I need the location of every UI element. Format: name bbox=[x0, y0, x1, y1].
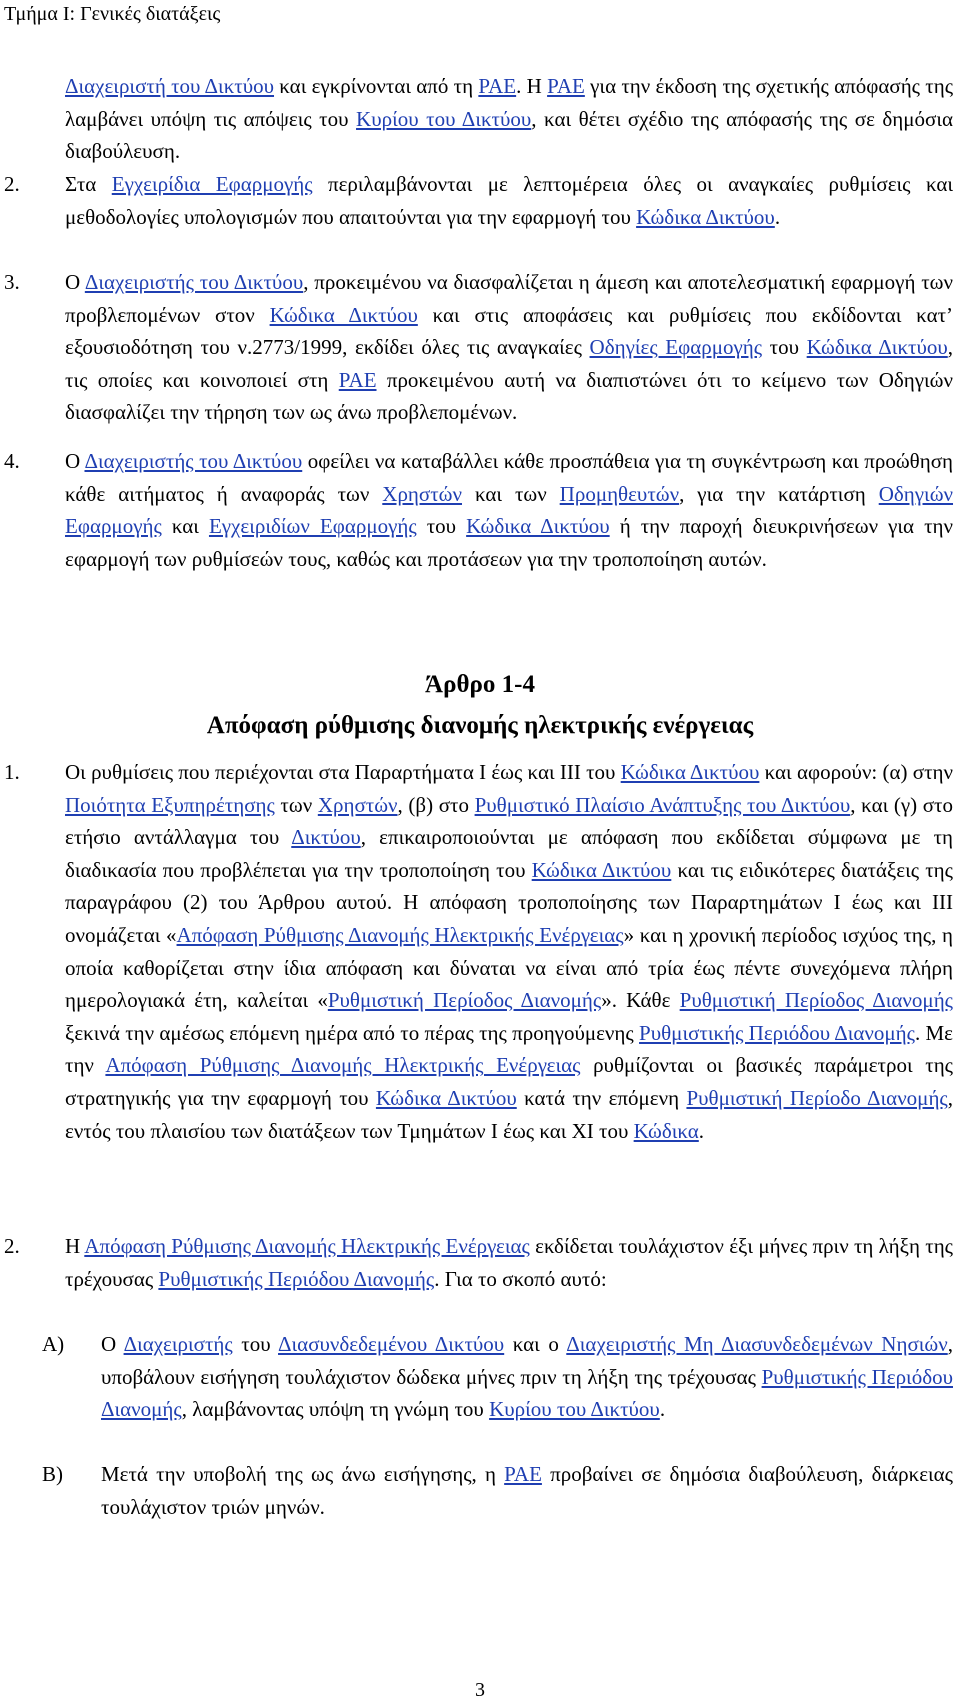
text-run: για την έκδοση της σχετικής απόφασής της λαμβάνει υπόψη τις απόψεις του bbox=[65, 74, 954, 131]
page-header: Τμήμα Ι: Γενικές διατάξεις bbox=[4, 3, 221, 25]
paragraph-3 bbox=[65, 266, 953, 429]
term-link[interactable]: Εγχειριδίων Εφαρμογής bbox=[208, 514, 417, 539]
text-run: , προκειμένου να διασφαλίζεται η άμεση και αποτελεσματική εφαρμογή των προβλεπομένων στον bbox=[65, 270, 953, 327]
text-run: του bbox=[416, 514, 467, 539]
text-run: , και θέτει σχέδιο της απόφασής της σε δημόσια διαβούλευση. bbox=[65, 106, 954, 164]
term-link[interactable]: Ρυθμιστικής Περιόδου Διανομής bbox=[101, 1364, 953, 1422]
text-run: και ο bbox=[504, 1332, 567, 1356]
term-link[interactable]: Ρυθμιστική Περίοδος Διανομής bbox=[327, 988, 602, 1013]
text-run: Ο bbox=[65, 270, 85, 294]
text-run: . Για το σκοπό αυτό: bbox=[434, 1266, 607, 1291]
term-link[interactable]: Χρηστών bbox=[382, 481, 462, 506]
text-run: , για την κατάρτιση bbox=[679, 481, 879, 506]
text-run: . bbox=[774, 204, 781, 229]
term-link[interactable]: Προμηθευτών bbox=[559, 481, 680, 506]
term-link[interactable]: Διαχειριστής Μη Διασυνδεδεμένων Νησιών bbox=[566, 1332, 948, 1356]
term-link[interactable]: Απόφαση Ρύθμισης Διανομής Ηλεκτρικής Ενέργειας bbox=[105, 1053, 581, 1078]
text-run: του bbox=[232, 1332, 279, 1356]
paragraph-number: 3. bbox=[4, 270, 20, 294]
term-link[interactable]: Ρυθμιστική Περίοδος Διανομής bbox=[679, 988, 953, 1013]
subparagraph-a bbox=[101, 1328, 953, 1426]
text-run: , (β) στο bbox=[397, 792, 475, 817]
text-run: και των bbox=[462, 481, 560, 506]
term-link[interactable]: Κώδικα bbox=[633, 1118, 699, 1143]
text-run: εκδίδεται τουλάχιστον έξι μήνες πριν τη λήξη της τρέχουσας bbox=[65, 1234, 953, 1291]
page-number: 3 bbox=[475, 1679, 485, 1701]
text-run: Μετά την υποβολή της ως άνω εισήγησης, η bbox=[101, 1462, 505, 1486]
text-run: ρυθμίζονται οι βασικές παράμετροι της στρατηγικής για την εφαρμογή του bbox=[65, 1053, 953, 1110]
paragraph-4 bbox=[65, 445, 953, 575]
article-paragraph-2 bbox=[65, 1230, 953, 1295]
term-link[interactable]: Οδηγιών Εφαρμογής bbox=[65, 481, 954, 539]
paragraph-number: 4. bbox=[4, 449, 20, 473]
article-paragraph-1 bbox=[65, 756, 953, 1147]
term-link[interactable]: Κώδικα Δικτύου bbox=[531, 857, 672, 882]
text-run: , εντός του πλαισίου των διατάξεων των Τμημάτων Ι έως και XI του bbox=[65, 1085, 953, 1143]
term-link[interactable]: Κώδικα Δικτύου bbox=[269, 302, 418, 327]
text-run: των bbox=[274, 792, 318, 817]
text-run: . Η bbox=[516, 74, 548, 98]
paragraph-number: 1. bbox=[4, 760, 20, 784]
text-run: οφείλει να καταβάλλει κάθε προσπάθεια για τη συγκέντρωση και προώθηση κάθε αιτήματος ή αναφοράς των bbox=[65, 449, 954, 506]
text-run: , τις οποίες και κοινοποιεί στη bbox=[65, 335, 954, 392]
term-link[interactable]: Απόφαση Ρύθμισης Διανομής Ηλεκτρικής Ενέργειας bbox=[84, 1234, 530, 1258]
term-link[interactable]: Κυρίου του Δικτύου bbox=[489, 1397, 660, 1422]
article-subtitle: Απόφαση ρύθμισης διανομής ηλεκτρικής ενέργειας bbox=[206, 712, 754, 739]
term-link[interactable]: Διαχειριστής του Δικτύου bbox=[84, 449, 303, 473]
text-run: , επικαιροποιούνται με απόφαση που εκδίδεται σύμφωνα με τη διαδικασία που προβλέπεται για την τροποποίηση του bbox=[65, 825, 953, 882]
text-run: . Με την bbox=[65, 1020, 953, 1078]
term-link[interactable]: ΡΑΕ bbox=[504, 1462, 542, 1486]
term-link[interactable]: ΡΑΕ bbox=[478, 74, 517, 98]
subparagraph-b bbox=[101, 1458, 953, 1523]
term-link[interactable]: Κυρίου του Δικτύου bbox=[356, 106, 532, 131]
term-link[interactable]: Εγχειρίδια Εφαρμογής bbox=[111, 172, 313, 196]
term-link[interactable]: Ρυθμιστικής Περιόδου Διανομής bbox=[158, 1266, 435, 1291]
term-link[interactable]: Οδηγίες Εφαρμογής bbox=[589, 335, 763, 360]
text-run: προβαίνει σε δημόσια διαβούλευση, διάρκειας τουλάχιστον τριών μηνών. bbox=[101, 1462, 953, 1519]
text-run: Οι ρυθμίσεις που περιέχονται στα Παραρτήματα Ι έως και ΙΙΙ του bbox=[65, 760, 621, 784]
text-run: . bbox=[698, 1118, 705, 1143]
term-link[interactable]: Κώδικα Δικτύου bbox=[636, 204, 775, 229]
term-link[interactable]: Ρυθμιστική Περίοδο Διανομής bbox=[686, 1085, 948, 1110]
term-link[interactable]: Ρυθμιστικής Περιόδου Διανομής bbox=[639, 1020, 915, 1045]
term-link[interactable]: Κώδικα Δικτύου bbox=[806, 335, 948, 360]
term-link[interactable]: Κώδικα Δικτύου bbox=[620, 760, 760, 784]
text-run: » και η χρονική περίοδος ισχύος της, η οποία καθορίζεται στην ίδια απόφαση και δύναται να είναι από τρία έως πέντε συνεχόμενα πλήρη ημερολογιακά έτη, καλείται « bbox=[65, 922, 953, 1013]
term-link[interactable]: Απόφαση Ρύθμισης Διανομής Ηλεκτρικής Ενέργειας bbox=[176, 922, 624, 947]
term-link[interactable]: Διασυνδεδεμένου Δικτύου bbox=[278, 1332, 505, 1356]
text-run: , υποβάλουν εισήγηση τουλάχιστον δώδεκα μήνες πριν τη λήξη της τρέχουσας bbox=[101, 1332, 953, 1389]
text-run: και εγκρίνονται από τη bbox=[274, 74, 479, 98]
text-run: ». Κάθε bbox=[601, 988, 680, 1013]
text-run: Στα bbox=[65, 172, 112, 196]
paragraph-number: 2. bbox=[4, 1234, 20, 1258]
term-link[interactable]: Κώδικα Δικτύου bbox=[466, 514, 610, 539]
text-run: και στις αποφάσεις και ρυθμίσεις που εκδίδονται κατ’ εξουσιοδότηση του ν.2773/1999, εκδίδει όλες τις αναγκαίες bbox=[65, 302, 954, 360]
term-link[interactable]: Διαχειριστής του Δικτύου bbox=[84, 270, 304, 294]
term-link[interactable]: Ποιότητα Εξυπηρέτησης bbox=[65, 792, 275, 817]
paragraph-number: 2. bbox=[4, 172, 20, 196]
term-link[interactable]: ΡΑΕ bbox=[547, 74, 585, 98]
term-link[interactable]: Κώδικα Δικτύου bbox=[375, 1085, 517, 1110]
term-link[interactable]: Διαχειριστής bbox=[123, 1332, 233, 1356]
text-run: , και (γ) στο ετήσιο αντάλλαγμα του bbox=[65, 792, 953, 850]
term-link[interactable]: Χρηστών bbox=[317, 792, 398, 817]
text-run: , λαμβάνοντας υπόψη τη γνώμη του bbox=[181, 1397, 490, 1422]
text-run: και αφορούν: (α) στην bbox=[759, 760, 953, 784]
text-run: προκειμένου αυτή να διαπιστώνει ότι το κείμενο των Οδηγιών διασφαλίζει την τήρηση των ως άνω προβλεπομένων. bbox=[65, 367, 953, 425]
text-run: και τις ειδικότερες διατάξεις της παραγράφου (2) του Άρθρου αυτού. Η απόφαση τροποποίησης των Παραρτημάτων Ι έως και ΙΙΙ ονομάζεται « bbox=[65, 857, 953, 947]
text-run: ή την παροχή διευκρινήσεων για την εφαρμογή των ρυθμίσεών τους, καθώς και προτάσεων για την τροποποίηση αυτών. bbox=[65, 514, 954, 571]
paragraph-2 bbox=[65, 168, 953, 233]
term-link[interactable]: ΡΑΕ bbox=[338, 367, 377, 392]
paragraph-intro bbox=[65, 70, 953, 168]
text-run: Η bbox=[65, 1234, 85, 1258]
text-run: του bbox=[762, 335, 807, 360]
text-run: κατά την επόμενη bbox=[516, 1085, 687, 1110]
article-title: Άρθρο 1-4 bbox=[425, 671, 535, 698]
text-run: Ο bbox=[101, 1332, 124, 1356]
text-run: και bbox=[161, 514, 209, 539]
text-run: περιλαμβάνονται με λεπτομέρεια όλες οι αναγκαίες ρυθμίσεις και μεθοδολογίες υπολογισμών που απαιτούνται για την εφαρμογή του bbox=[65, 172, 953, 229]
term-link[interactable]: Δικτύου bbox=[291, 825, 361, 850]
text-run: . bbox=[659, 1397, 666, 1422]
subparagraph-label: A) bbox=[42, 1332, 65, 1356]
term-link[interactable]: Ρυθμιστικό Πλαίσιο Ανάπτυξης του Δικτύου bbox=[474, 792, 851, 817]
subparagraph-label: B) bbox=[42, 1462, 63, 1486]
text-run: Ο bbox=[65, 449, 85, 473]
term-link[interactable]: Διαχειριστή του Δικτύου bbox=[65, 74, 275, 98]
text-run: ξεκινά την αμέσως επόμενη ημέρα από το πέρας της προηγούμενης bbox=[65, 1020, 640, 1045]
